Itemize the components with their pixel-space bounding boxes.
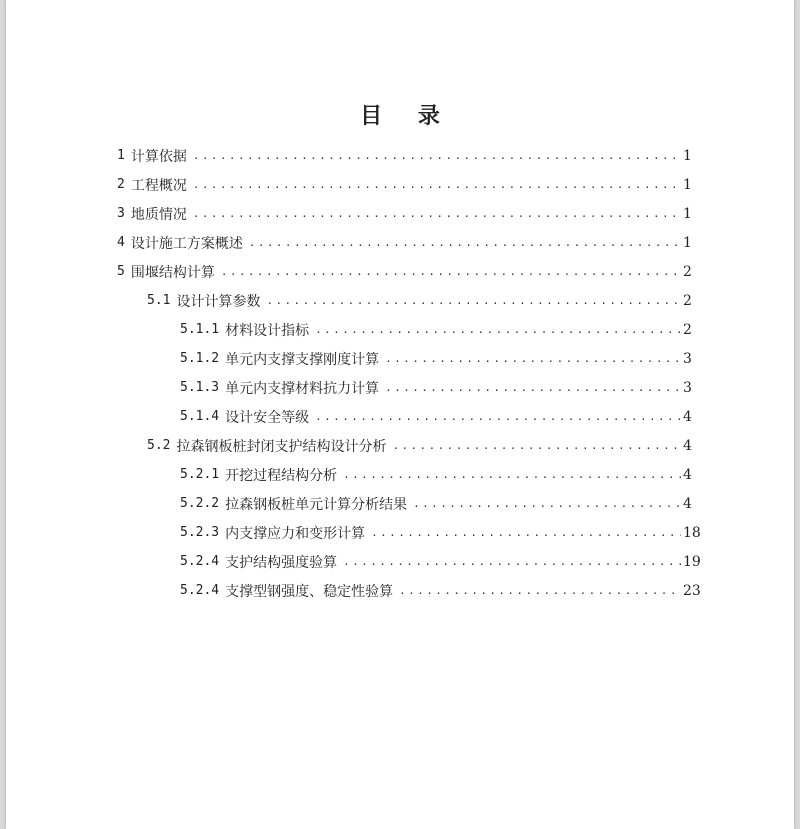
toc-entry-number: 5 [117,264,125,279]
dot-leader [385,351,681,367]
dot-leader [385,380,681,396]
dot-leader [315,322,681,338]
toc-entry-page: 1 [683,176,692,193]
toc-entry-number: 5.1.2 [180,351,220,366]
toc-entry[interactable] [117,170,691,199]
toc-entry[interactable] [117,547,701,576]
toc-entry-page: 23 [683,582,701,599]
dot-leader [392,438,681,454]
toc-entry-page: 1 [683,147,692,164]
toc-entry[interactable] [117,489,691,518]
toc-entry[interactable] [117,141,691,170]
toc-entry[interactable] [117,518,701,547]
toc-entry-page: 4 [683,437,692,454]
toc-entry-text: 工程概况 [130,177,187,194]
toc-entry-number: 5.2.1 [180,467,220,482]
toc-entry-text: 开挖过程结构分析 [225,467,338,484]
toc-entry-text: 围堰结构计算 [130,264,215,281]
dot-leader [343,467,681,483]
toc-entry-number: 4 [117,235,125,250]
toc-entry-page: 3 [683,350,692,367]
toc-entry-text: 材料设计指标 [225,322,310,339]
toc-entry-page: 3 [683,379,692,396]
toc-entry-page: 2 [683,292,692,309]
toc-entry-text: 单元内支撑支撑刚度计算 [225,351,380,368]
toc-entry[interactable] [117,228,691,257]
dot-leader [413,496,681,512]
toc-entry-page: 4 [683,408,692,425]
toc-entry-page: 19 [683,553,701,570]
toc-entry-number: 5.1.1 [180,322,220,337]
toc-entry-text: 计算依据 [130,148,187,165]
toc-entry[interactable] [117,286,691,315]
dot-leader [343,554,681,570]
toc-entry-page: 4 [683,466,692,483]
toc-entry-number: 5.2.2 [180,496,220,511]
toc-entry-number: 5.1.3 [180,380,220,395]
toc-entry-number: 5.2 [147,438,171,453]
dot-leader [193,206,681,222]
toc-title: 目 录 [360,103,454,129]
toc-entry-text: 拉森钢板桩单元计算分析结果 [225,496,408,513]
toc-entry[interactable] [117,402,691,431]
toc-entry-number: 2 [117,177,125,192]
toc-entry-number: 5.2.4 [180,583,220,598]
toc-entry-page: 1 [683,205,692,222]
toc-entry-text: 设计安全等级 [225,409,310,426]
toc-entry-text: 拉森钢板桩封闭支护结构设计分析 [176,438,387,455]
toc-entry[interactable] [117,373,691,402]
toc-entry-text: 地质情况 [130,206,187,223]
document-page [6,0,794,829]
dot-leader [371,525,681,541]
toc-entry-text: 内支撑应力和变形计算 [225,525,366,542]
toc-entry-number: 5.1 [147,293,171,308]
toc-entry-number: 3 [117,206,125,221]
toc-entry[interactable] [117,431,691,460]
dot-leader [193,148,681,164]
toc-entry-text: 支撑型钢强度、稳定性验算 [225,583,394,600]
toc-entry-page: 1 [683,234,692,251]
toc-entry[interactable] [117,576,701,605]
toc-entry[interactable] [117,199,691,228]
toc-entry-text: 设计计算参数 [176,293,261,310]
toc-entry-text: 单元内支撑材料抗力计算 [225,380,380,397]
toc-entry-number: 1 [117,148,125,163]
toc-entry-page: 4 [683,495,692,512]
dot-leader [221,264,681,280]
toc-entry-number: 5.1.4 [180,409,220,424]
toc-entry-page: 2 [683,321,692,338]
dot-leader [315,409,681,425]
table-of-contents [117,141,701,605]
dot-leader [266,293,681,309]
toc-entry-number: 5.2.3 [180,525,220,540]
toc-entry[interactable] [117,257,691,286]
toc-entry-text: 支护结构强度验算 [225,554,338,571]
toc-entry-page: 2 [683,263,692,280]
toc-entry[interactable] [117,344,691,373]
dot-leader [399,583,681,599]
toc-entry[interactable] [117,315,691,344]
dot-leader [249,235,681,251]
toc-entry-text: 设计施工方案概述 [130,235,243,252]
toc-entry-number: 5.2.4 [180,554,220,569]
toc-entry[interactable] [117,460,691,489]
toc-entry-page: 18 [683,524,701,541]
dot-leader [193,177,681,193]
